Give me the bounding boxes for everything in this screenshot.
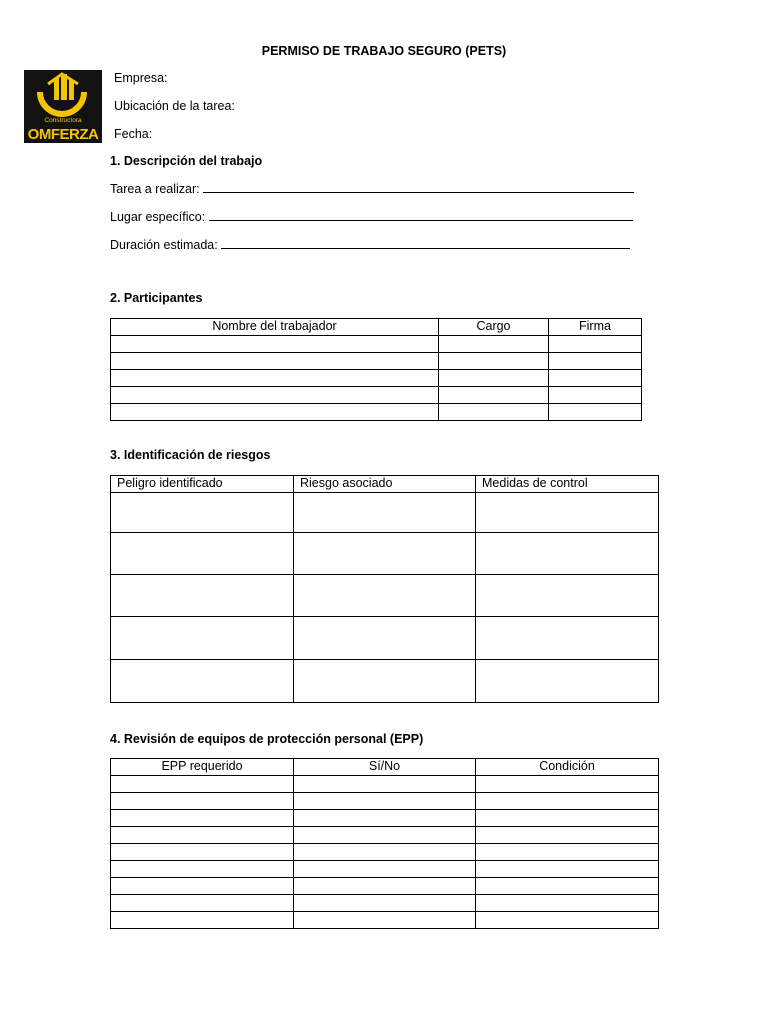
section3-heading: 3. Identificación de riesgos: [110, 448, 271, 462]
logo-brand: OMFERZA: [27, 126, 99, 143]
lugar-input-line[interactable]: [209, 209, 633, 221]
table-cell[interactable]: [111, 861, 294, 878]
risks-table: [110, 475, 659, 703]
table-cell[interactable]: [476, 912, 659, 929]
table-cell[interactable]: [111, 617, 294, 660]
table-cell[interactable]: [476, 793, 659, 810]
lugar-row: [110, 209, 633, 224]
tarea-input-line[interactable]: [203, 181, 634, 193]
duracion-row: [110, 237, 630, 252]
table-cell[interactable]: [111, 878, 294, 895]
table-row: [111, 861, 659, 878]
column-header: Condición: [476, 759, 659, 776]
table-row: [111, 660, 659, 703]
table-cell[interactable]: [294, 810, 476, 827]
table-cell[interactable]: [294, 912, 476, 929]
table-row: [111, 912, 659, 929]
table-cell[interactable]: [476, 617, 659, 660]
table-row: [111, 617, 659, 660]
table-cell[interactable]: [476, 861, 659, 878]
table-row: [111, 793, 659, 810]
table-cell[interactable]: [294, 776, 476, 793]
table-cell[interactable]: [111, 844, 294, 861]
table-cell[interactable]: [294, 844, 476, 861]
table-cell[interactable]: [111, 493, 294, 533]
column-header: Firma: [549, 319, 642, 336]
column-header: Cargo: [439, 319, 549, 336]
section2-heading: 2. Participantes: [110, 291, 203, 305]
building-house-logo-icon: [24, 70, 102, 120]
table-header-row: [111, 476, 659, 493]
table-row: [111, 387, 642, 404]
table-header-row: [111, 759, 659, 776]
empresa-label: Empresa:: [114, 71, 168, 85]
table-cell[interactable]: [439, 336, 549, 353]
table-cell[interactable]: [439, 404, 549, 421]
table-cell[interactable]: [476, 575, 659, 617]
duracion-input-line[interactable]: [221, 237, 630, 249]
table-cell[interactable]: [294, 533, 476, 575]
table-cell[interactable]: [476, 493, 659, 533]
table-cell[interactable]: [439, 353, 549, 370]
lugar-label: Lugar específico:: [110, 210, 206, 224]
table-cell[interactable]: [111, 370, 439, 387]
table-cell[interactable]: [294, 827, 476, 844]
company-logo: [24, 70, 102, 143]
table-cell[interactable]: [476, 810, 659, 827]
table-row: [111, 878, 659, 895]
table-header-row: [111, 319, 642, 336]
table-cell[interactable]: [111, 827, 294, 844]
table-cell[interactable]: [476, 660, 659, 703]
table-cell[interactable]: [549, 353, 642, 370]
table-row: [111, 404, 642, 421]
table-row: [111, 827, 659, 844]
table-row: [111, 844, 659, 861]
table-row: [111, 810, 659, 827]
column-header: Nombre del trabajador: [111, 319, 439, 336]
table-cell[interactable]: [111, 575, 294, 617]
section1-heading: 1. Descripción del trabajo: [110, 154, 263, 168]
ubicacion-label: Ubicación de la tarea:: [114, 99, 235, 113]
column-header: Riesgo asociado: [294, 476, 476, 493]
table-cell[interactable]: [549, 336, 642, 353]
table-row: [111, 895, 659, 912]
table-row: [111, 370, 642, 387]
table-row: [111, 493, 659, 533]
table-row: [111, 575, 659, 617]
table-cell[interactable]: [549, 370, 642, 387]
table-cell[interactable]: [549, 387, 642, 404]
tarea-row: [110, 181, 634, 196]
table-cell[interactable]: [294, 575, 476, 617]
epp-table: [110, 758, 659, 929]
table-row: [111, 336, 642, 353]
table-cell[interactable]: [294, 793, 476, 810]
table-cell[interactable]: [476, 827, 659, 844]
table-cell[interactable]: [294, 617, 476, 660]
column-header: Medidas de control: [476, 476, 659, 493]
document-title: PERMISO DE TRABAJO SEGURO (PETS): [261, 44, 507, 58]
table-cell[interactable]: [476, 895, 659, 912]
table-cell[interactable]: [111, 776, 294, 793]
table-cell[interactable]: [294, 895, 476, 912]
table-cell[interactable]: [111, 533, 294, 575]
table-row: [111, 353, 642, 370]
fecha-label: Fecha:: [114, 127, 153, 141]
duracion-label: Duración estimada:: [110, 238, 218, 252]
table-cell[interactable]: [111, 336, 439, 353]
tarea-label: Tarea a realizar:: [110, 182, 200, 196]
table-cell[interactable]: [111, 404, 439, 421]
table-cell[interactable]: [111, 660, 294, 703]
table-cell[interactable]: [111, 895, 294, 912]
logo-subtitle: Constructora: [44, 117, 82, 124]
table-cell[interactable]: [476, 776, 659, 793]
table-cell[interactable]: [439, 370, 549, 387]
table-row: [111, 776, 659, 793]
table-cell[interactable]: [111, 912, 294, 929]
column-header: Sí/No: [294, 759, 476, 776]
table-cell[interactable]: [476, 844, 659, 861]
table-cell[interactable]: [111, 353, 439, 370]
table-cell[interactable]: [111, 810, 294, 827]
participants-table: [110, 318, 642, 421]
table-cell[interactable]: [476, 533, 659, 575]
table-cell[interactable]: [439, 387, 549, 404]
table-cell[interactable]: [294, 660, 476, 703]
table-cell[interactable]: [294, 878, 476, 895]
table-cell[interactable]: [294, 861, 476, 878]
section4-heading: 4. Revisión de equipos de protección personal (EPP): [110, 732, 424, 746]
table-cell[interactable]: [294, 493, 476, 533]
column-header: Peligro identificado: [111, 476, 294, 493]
table-cell[interactable]: [111, 793, 294, 810]
table-cell[interactable]: [111, 387, 439, 404]
table-cell[interactable]: [549, 404, 642, 421]
table-cell[interactable]: [476, 878, 659, 895]
column-header: EPP requerido: [111, 759, 294, 776]
table-row: [111, 533, 659, 575]
